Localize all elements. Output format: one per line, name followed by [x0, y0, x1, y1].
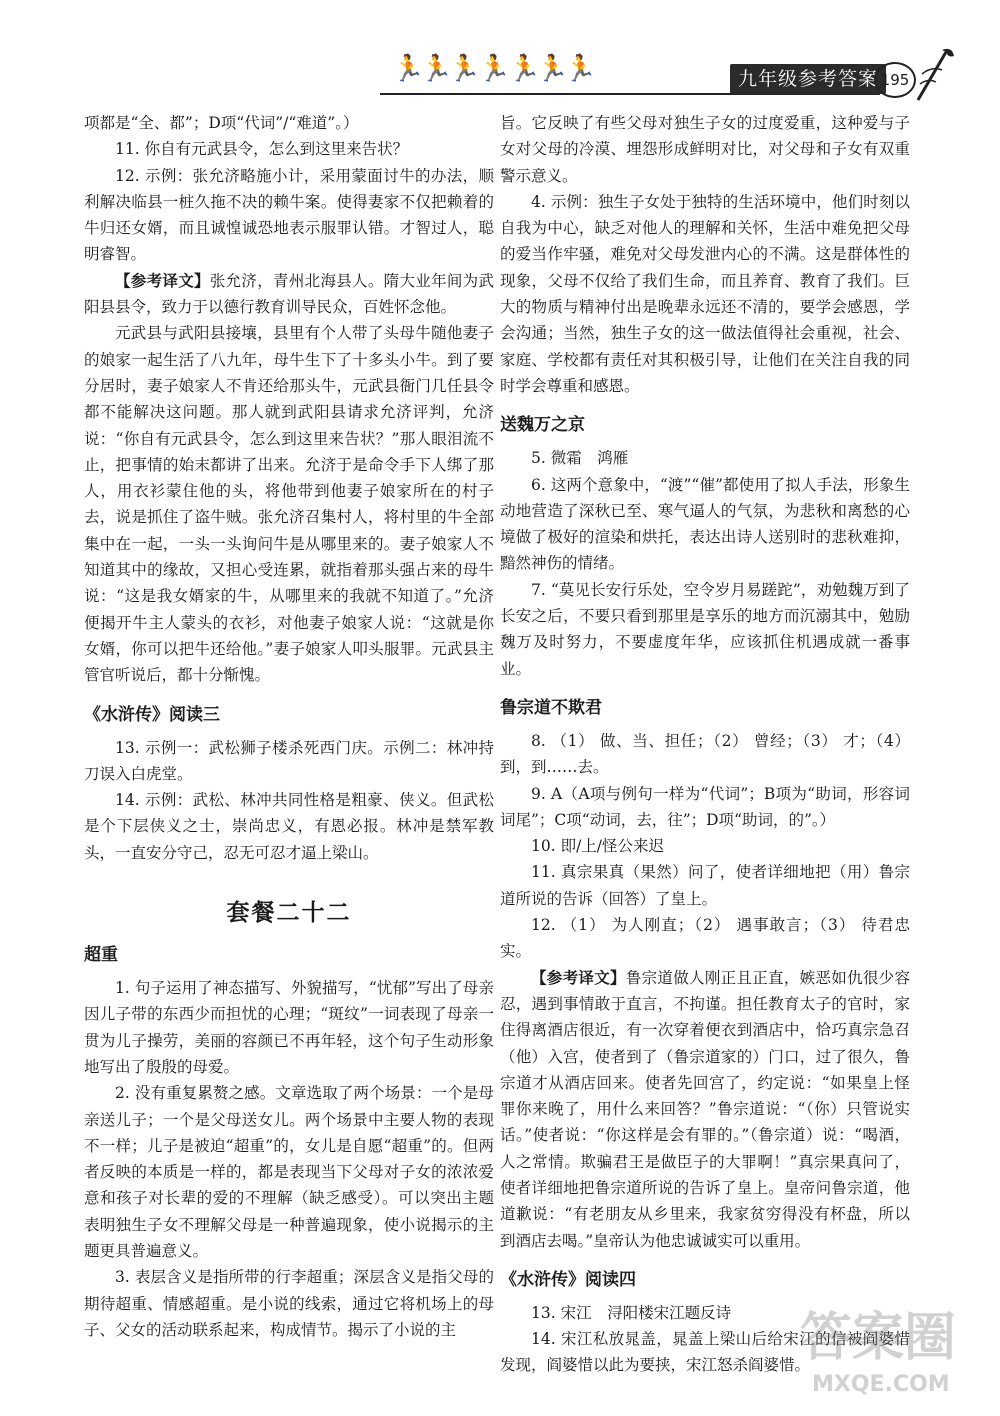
- runner-icon: 🏃: [392, 54, 425, 84]
- paragraph: 13. 宋江 浔阳楼宋江题反诗: [531, 1303, 732, 1322]
- paragraph: 14. 宋江私放晁盖，晁盖上梁山后给宋江的信被阎婆惜发现，阎婆惜以此为要挟，宋江怒杀阎婆惜。: [500, 1330, 910, 1375]
- watermark: [800, 1308, 990, 1408]
- paragraph-text: 张允济，青州北海县人。隋大业年间为武阳县县令，致力于以德行教育训导民众，百姓怀念他。: [84, 271, 494, 317]
- right-column: [500, 110, 910, 1379]
- runner-icon: 🏃: [420, 54, 453, 84]
- paragraph: 1. 句子运用了神态描写、外貌描写，“忧郁”写出了母亲因儿子带的东西少而担忧的心理；“斑纹”一词表现了母亲一贯为儿子操劳，美丽的容颜已不再年轻，这个句子生动形象地写出了殷殷的母爱。: [84, 979, 494, 1076]
- section-heading: 送魏万之京: [500, 415, 585, 436]
- translation-paragraph: [84, 268, 494, 321]
- paragraph: 项都是“全、都”；D项“代词”/“难道”。）: [84, 114, 359, 132]
- translation-paragraph: [500, 965, 910, 1254]
- paragraph: 11. 真宗果真（果然）问了，使者详细地把（用）鲁宗道所说的告诉（回答）了皇上。: [500, 863, 910, 908]
- paragraph: 9. A（A项与例句一样为“代词”；B项为“助词，形容词词尾”；C项“动词，去，往”；D项“助词，的”。）: [500, 784, 910, 829]
- header-badge: 九年级参考答案: [730, 64, 886, 94]
- paragraph: 4. 示例：独生子女处于独特的生活环境中，他们时刻以自我为中心，缺乏对他人的理解和关怀，生活中难免把父母的爱当作牢骚，难免对父母发泄内心的不满。这是群体性的现象，父母不仅给了我们生命，而且养育、教育了我们。巨大的物质与精神付出是晚辈永远还不清的，要学会感恩，学会沟通；当然，独生子女的这一做法值得社会重视，社会、家庭、学校都有责任对其积极引导，让他们在关注自我的同时学会尊重和感恩。: [500, 192, 910, 395]
- page-number: 195: [874, 62, 916, 98]
- translation-tag: 【参考译文】: [531, 967, 626, 987]
- translation-tag: 【参考译文】: [115, 270, 210, 290]
- section-heading: 超重: [84, 945, 118, 966]
- paragraph: 11. 你自有元武县令，怎么到这里来告状？: [115, 140, 409, 159]
- pen-icon: [912, 44, 958, 104]
- paragraph: 7. “莫见长安行乐处，空令岁月易蹉跎”，劝勉魏万到了长安之后，不要只看到那里是享乐的地方而沉溺其中，勉励魏万及时努力，不要虚度年华，应该抓住机遇成就一番事业。: [500, 580, 910, 678]
- runner-icon: 🏃: [478, 54, 511, 84]
- runner-icon: 🏃: [508, 54, 541, 84]
- section-heading: 鲁宗道不欺君: [500, 697, 602, 718]
- paragraph: 6. 这两个意象中，“渡”“催”都使用了拟人手法，形象生动地营造了深秋已至、寒气逼人的气氛，为悲秋和离愁的心境做了极好的渲染和烘托，表达出诗人送别时的悲秋难抑，黯然神伤的情绪。: [500, 475, 910, 573]
- paragraph: 元武县与武阳县接壤，县里有个人带了头母牛随他妻子的娘家一起生活了八九年，母牛生下了十多头小牛。到了要分居时，妻子娘家人不肯还给那头牛，元武县衙门几任县令都不能解决这问题。那人就到武阳县请求允济评判，允济说：“你自有元武县令，怎么到这里来告状？”那人眼泪流不止，把事情的始末都讲了出来。允济于是命令手下人绑了那人，用衣衫蒙住他的头，将他带到他妻子娘家所在的村子去，说是抓住了盗牛贼。张允济召集村人，将村里的牛全部集中在一起，一头一头询问牛是从哪里来的。妻子娘家人不知道其中的缘故，又担心受连累，就指着那头强占来的母牛说：“这是我女婿家的牛，从哪里来的我就不知道了。”允济便揭开牛主人蒙头的衣衫，对他妻子娘家人说：“这就是你女婿，你可以把牛还给他。”妻子娘家人叩头服罪。元武县主管官听说后，都十分惭愧。: [84, 324, 494, 685]
- paragraph: 8. （1） 做、当、担任；（2） 曾经；（3） 才；（4） 到，到……去。: [500, 731, 910, 777]
- paragraph: 12. 示例：张允济略施小计，采用蒙面讨牛的办法，顺利解决临县一桩久拖不决的赖牛案。使得妻家不仅把赖着的牛归还女婿，而且诚惶诚恐地表示服罪认错。才智过人，聪明睿智。: [84, 166, 494, 264]
- paragraph: 12. （1） 为人刚直；（2） 遇事敢言；（3） 待君忠实。: [500, 916, 910, 961]
- watermark-url: MXQE.COM: [812, 1372, 950, 1397]
- paragraph: 3. 表层含义是指所带的行李超重；深层含义是指父母的期待超重、情感超重。是小说的线索，通过它将机场上的母子、父女的活动联系起来，构成情节。揭示了小说的主: [84, 1268, 494, 1339]
- paragraph: 10. 即/上/怪公来迟: [531, 837, 665, 856]
- section-heading: 《水浒传》阅读四: [500, 1269, 636, 1290]
- page-header: [0, 0, 1000, 110]
- runners-decoration: [392, 54, 597, 94]
- paragraph: 旨。它反映了有些父母对独生子女的过度爱重，这种爱与子女对父母的冷漠、埋怨形成鲜明对比，对父母和子女有双重警示意义。: [500, 114, 910, 185]
- paragraph-text: 鲁宗道做人刚正且正直，嫉恶如仇很少容忍，遇到事情敢于直言，不拘谨。担任教育太子的官时，家住得离酒店很近，有一次穿着便衣到酒店中，恰巧真宗急召（他）入宫，使者到了（鲁宗道家的）门口，过了很久，鲁宗道才从酒店回来。使者先回宫了，约定说：“如果皇上怪罪你来晚了，用什么来回答？”鲁宗道说：“（你）只管说实话。”使者说：“你这样是会有罪的。”（鲁宗道）说：“喝酒，人之常情。欺骗君王是做臣子的大罪啊！”真宗果真问了，使者详细地把鲁宗道所说的告诉了皇上。皇帝问鲁宗道，他道歉说：“有老朋友从乡里来，我家贫穷得没有杯盘，所以到酒店去喝。”皇帝认为他忠诚诚实可以重用。: [500, 968, 910, 1250]
- paragraph: 2. 没有重复累赘之感。文章选取了两个场景：一个是母亲送儿子；一个是父母送女儿。两个场景中主要人物的表现不一样；儿子是被迫“超重”的，女儿是自愿“超重”的。但两者反映的本质是一样的，都是表现当下父母对子女的浓浓爱意和孩子对长辈的爱的不理解（缺乏感受）。可以突出主题表明独生子女不理解父母是一种普遍现象，使小说揭示的主题更具普遍意义。: [84, 1084, 494, 1260]
- paragraph: 13. 示例一：武松狮子楼杀死西门庆。示例二：林冲持刀误入白虎堂。: [84, 738, 494, 783]
- watermark-logo: 答案圈: [800, 1308, 957, 1368]
- section-heading: 《水浒传》阅读三: [84, 704, 220, 725]
- main-title: 套餐二十二: [226, 900, 352, 927]
- runner-icon: 🏃: [564, 54, 597, 84]
- runner-icon: 🏃: [448, 54, 481, 84]
- left-column: [84, 110, 494, 1343]
- runner-icon: 🏃: [536, 54, 569, 84]
- paragraph: 14. 示例：武松、林冲共同性格是粗豪、侠义。但武松是个下层侠义之士，崇尚忠义，有恩必报。林冲是禁军教头，一直安分守己，忍无可忍才逼上梁山。: [84, 791, 494, 862]
- paragraph: 5. 微霜 鸿雁: [531, 449, 629, 468]
